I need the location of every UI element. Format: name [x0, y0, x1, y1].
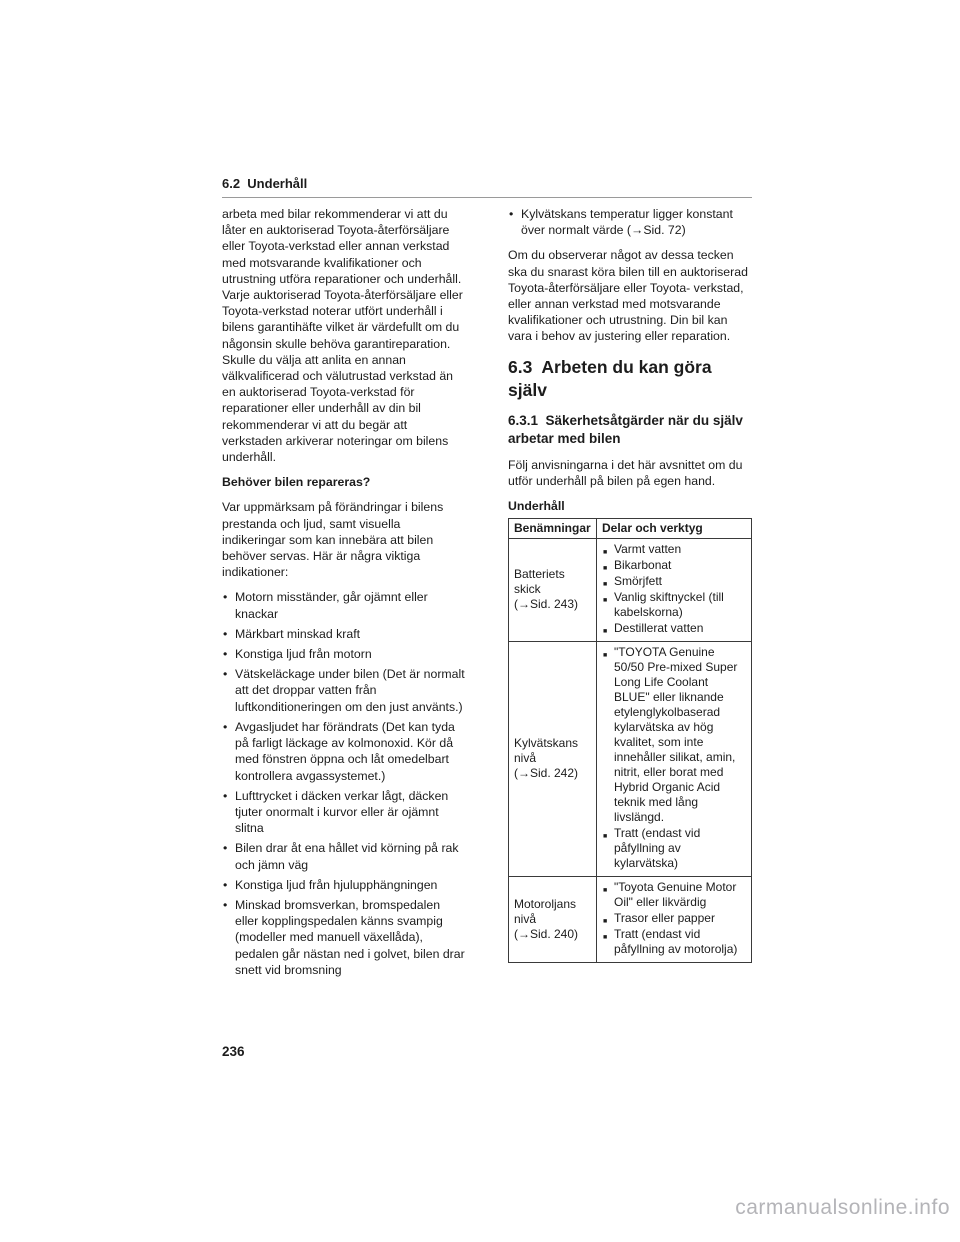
- repair-question-heading: Behöver bilen repareras?: [222, 475, 371, 490]
- tool-item: ■ Smörjfett: [602, 574, 746, 589]
- tools-list: [602, 645, 746, 871]
- maintenance-table: [508, 518, 752, 963]
- tools-cell: [597, 877, 752, 963]
- item-name: Kylvätskans nivå: [514, 736, 579, 766]
- repair-intro-paragraph: Var uppmärksam på förändringar i bilens prestanda och ljud, samt visuella indikeringar som kan innebära att bilen behöver servas. Här är några viktiga indikationer:: [222, 500, 444, 580]
- tool-item: ■ "Toyota Genuine Motor Oil" eller likvärdig: [602, 880, 746, 910]
- tools-list: [602, 542, 746, 636]
- tools-cell: [597, 642, 752, 877]
- header-divider: [222, 197, 752, 198]
- page-reference: (→Sid. 240): [514, 926, 579, 941]
- item-name-cell: [509, 539, 597, 642]
- list-item: • Avgasljudet har förändrats (Det kan tyda på farligt läckage av kolmonoxid. Kör då med fönstren öppna och låt omedelbart kontrollera avgassystemet.): [222, 719, 466, 784]
- list-item: • Bilen drar åt ena hållet vid körning på rak och jämn väg: [222, 840, 466, 872]
- service-indicator-list-continued: [508, 206, 752, 238]
- column-header-names: Benämningar: [509, 519, 597, 539]
- item-name: Batteriets skick: [514, 567, 565, 597]
- list-item: • Vätskeläckage under bilen (Det är normalt att det droppar vatten från luftkonditioneringen om den just använts.): [222, 666, 466, 715]
- tool-item: ■ Varmt vatten: [602, 542, 746, 557]
- left-column: [222, 206, 466, 987]
- section-6-3-1-heading: 6.3.1 Säkerhetsåtgärder när du själv arbetar med bilen: [508, 412, 747, 446]
- table-row-coolant: [509, 642, 752, 877]
- tool-item: ■ "TOYOTA Genuine 50/50 Pre-mixed Super Long Life Coolant BLUE" eller liknande etylenglykolbaserad kylarvätska av hög kvalitet, som inte innehåller silikat, amin, nitrit, eller borat med Hybrid Organic Acid teknik med lång livslängd.: [602, 645, 746, 825]
- service-indicator-list: [222, 589, 466, 977]
- observe-paragraph: Om du observerar något av dessa tecken ska du snarast köra bilen till en auktoriserad Toyota-återförsäljare eller Toyota- verkstad, eller annan verkstad med motsvarande kvalifikationer och utrustning. Din bil kan vara i behov av justering eller reparation.: [508, 248, 748, 344]
- tool-item: ■ Vanlig skiftnyckel (till kabelskorna): [602, 590, 746, 620]
- tool-item: ■ Tratt (endast vid påfyllning av motorolja): [602, 927, 746, 957]
- tool-item: ■ Destillerat vatten: [602, 621, 746, 636]
- item-name-cell: [509, 877, 597, 963]
- list-item: • Minskad bromsverkan, bromspedalen eller kopplingspedalen känns svampig (modeller med manuell växellåda), pedalen går nästan ned i golvet, bilen drar snett vid bromsning: [222, 897, 466, 978]
- subsection-intro-paragraph: Följ anvisningarna i det här avsnittet om du utför underhåll på bilen på egen hand.: [508, 457, 743, 488]
- list-item: • Motorn misständer, går ojämnt eller knackar: [222, 589, 466, 621]
- chapter-section-header: 6.2 Underhåll: [222, 176, 308, 191]
- intro-paragraph: arbeta med bilar rekommenderar vi att du låter en auktoriserad Toyota-återförsäljare eller Toyota-verkstad eller annan verkstad med motsvarande kvalifikationer och utrustning utföra reparationer och underhåll. Varje auktoriserad Toyota-återförsäljare eller Toyota-verkstad noterar utfört underhåll i bilens garantihäfte vilket är värdefullt om du någonsin skulle behöva garantireparation. Skulle du välja att anlita en annan välkvalificerad och välutrustad verkstad än en auktoriserad Toyota-verkstad för reparationer eller underhåll av din bil rekommenderar vi att du begär att verkstaden arkiverar noteringar om bilens underhåll.: [222, 207, 463, 465]
- page-reference: (→Sid. 243): [514, 597, 579, 612]
- tool-item: ■ Tratt (endast vid påfyllning av kylarvätska): [602, 826, 746, 871]
- table-title: Underhåll: [508, 499, 565, 514]
- list-item: • Konstiga ljud från hjulupphängningen: [222, 877, 466, 893]
- watermark: carmanualsonline.info: [735, 1196, 950, 1219]
- page-number: 236: [222, 1044, 245, 1059]
- column-header-parts-tools: Delar och verktyg: [597, 519, 752, 539]
- list-item: • Lufttrycket i däcken verkar lågt, däcken tjuter onormalt i kurvor eller är ojämnt slitna: [222, 788, 466, 837]
- section-6-3-heading: 6.3 Arbeten du kan göra själv: [508, 356, 717, 400]
- tools-cell: [597, 539, 752, 642]
- table-row-battery: [509, 539, 752, 642]
- table-row-engine-oil: [509, 877, 752, 963]
- list-item: • Konstiga ljud från motorn: [222, 646, 466, 662]
- table-header-row: [509, 519, 752, 539]
- tool-item: ■ Bikarbonat: [602, 558, 746, 573]
- page-header: [222, 176, 752, 198]
- list-item: • Kylvätskans temperatur ligger konstant över normalt värde (→Sid. 72): [508, 206, 752, 238]
- right-column: [508, 206, 752, 987]
- tools-list: [602, 880, 746, 957]
- tool-item: ■ Trasor eller papper: [602, 911, 746, 926]
- list-item: • Märkbart minskad kraft: [222, 626, 466, 642]
- item-name: Motoroljans nivå: [514, 896, 577, 926]
- content-columns: [222, 206, 752, 987]
- item-name-cell: [509, 642, 597, 877]
- page-reference: (→Sid. 242): [514, 766, 579, 781]
